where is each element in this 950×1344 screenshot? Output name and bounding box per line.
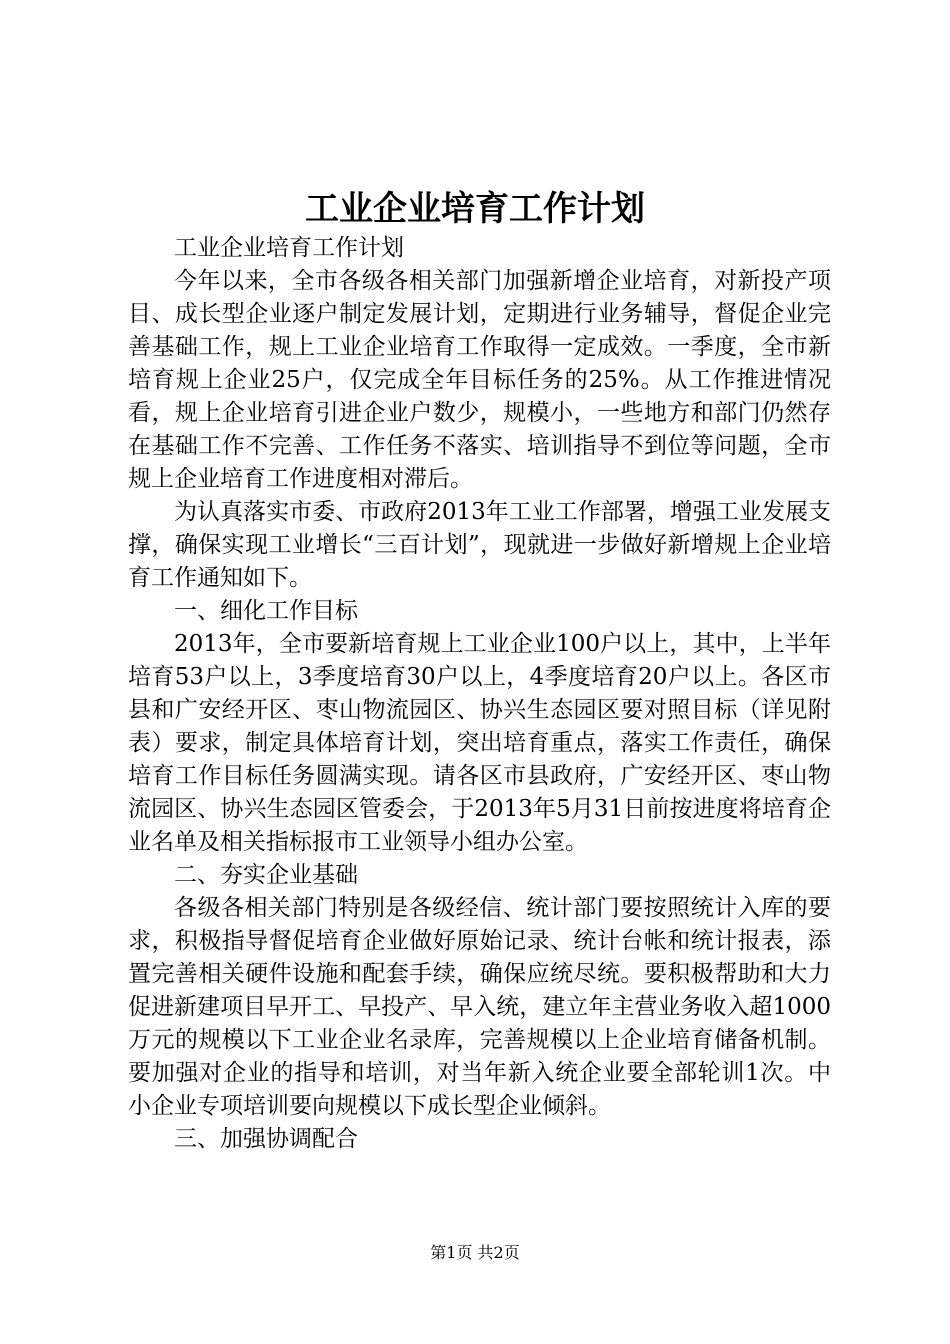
document-body: [128, 232, 831, 1156]
page-number-footer: 第1页 共2页: [430, 1243, 520, 1262]
paragraph-section-1: 2013年，全市要新培育规上工业企业100户以上，其中，上半年培育53户以上，3季度培育30户以上，4季度培育20户以上。各区市县和广安经开区、枣山物流园区、协兴生态园区要对照目标（详见附表）要求，制定具体培育计划，突出培育重点，落实工作责任，确保培育工作目标任务圆满实现。请各区市县政府，广安经开区、枣山物流园区、协兴生态园区管委会，于2013年5月31日前按进度将培育企业名单及相关指标报市工业领导小组办公室。: [128, 631, 831, 855]
paragraph-notice: 为认真落实市委、市政府2013年工业工作部署，增强工业发展支撑，确保实现工业增长“三百计划”，现就进一步做好新增规上企业培育工作通知如下。: [128, 499, 831, 591]
paragraph-subtitle: 工业企业培育工作计划: [174, 235, 404, 261]
paragraph-section-2: 各级各相关部门特别是各级经信、统计部门要按照统计入库的要求，积极指导督促培育企业做好原始记录、统计台帐和统计报表，添置完善相关硬件设施和配套手续，确保应统尽统。要积极帮助和大力促进新建项目早开工、早投产、早入统，建立年主营业务收入超1000万元的规模以下工业企业名录库，完善规模以上企业培育储备机制。要加强对企业的指导和培训，对当年新入统企业要全部轮训1次。中小企业专项培训要向规模以下成长型企业倾斜。: [128, 895, 831, 1119]
section-heading-1: 一、细化工作目标: [174, 598, 358, 624]
section-heading-2: 二、夯实企业基础: [174, 862, 358, 888]
section-heading-3: 三、加强协调配合: [174, 1126, 358, 1152]
paragraph-intro: 今年以来，全市各级各相关部门加强新增企业培育，对新投产项目、成长型企业逐户制定发展计划，定期进行业务辅导，督促企业完善基础工作，规上工业企业培育工作取得一定成效。一季度，全市新培育规上企业25户，仅完成全年目标任务的25%。从工作推进情况看，规上企业培育引进企业户数少，规模小，一些地方和部门仍然存在基础工作不完善、工作任务不落实、培训指导不到位等问题，全市规上企业培育工作进度相对滞后。: [128, 268, 831, 492]
document-title: 工业企业培育工作计划: [305, 189, 645, 229]
